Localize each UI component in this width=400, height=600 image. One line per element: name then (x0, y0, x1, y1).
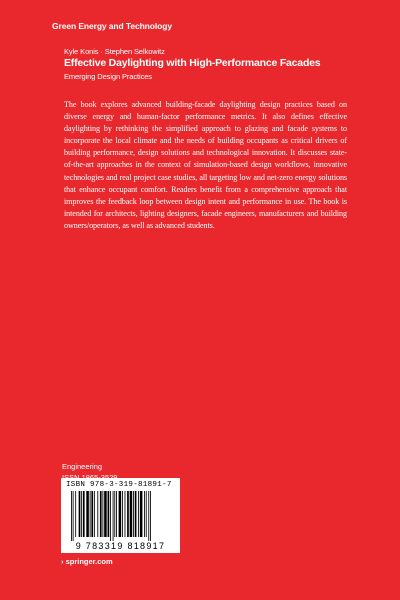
book-subtitle: Emerging Design Practices (64, 72, 152, 81)
subject-label: Engineering (62, 462, 103, 471)
isbn-label: ISBN 978-3-319-81891-7 (66, 481, 172, 489)
series-name: Green Energy and Technology (52, 21, 172, 31)
back-cover-blurb: The book explores advanced building-facade daylighting design practices based on diverse energy and human-factor performance metrics. It also defines effective daylighting by rethinking the simplified approach to glazing and facade systems to incorporate the local climate and the needs of building occupants as critical drivers of building performance, design solutions and technological innovation. It discusses state-of-the-art approaches in the context of simulation-based design workflows, innovative technologies and real project case studies, all targeting low and net-zero energy solutions that enhance occupant comfort. Readers benefit from a comprehensive approach that improves the feedback loop between design intent and performance in use. The book is intended for architects, lighting designers, facade engineers, manufacturers and building owners/operators, as well as advanced students. (64, 100, 347, 230)
barcode-icon (71, 491, 170, 541)
barcode-box (61, 478, 180, 553)
authors: Kyle Konis · Stephen Selkowitz (64, 47, 165, 56)
book-title: Effective Daylighting with High-Performance Facades (64, 57, 321, 69)
publisher-link[interactable]: › springer.com (61, 557, 113, 566)
barcode-number: 9 783319 818917 (75, 541, 166, 551)
